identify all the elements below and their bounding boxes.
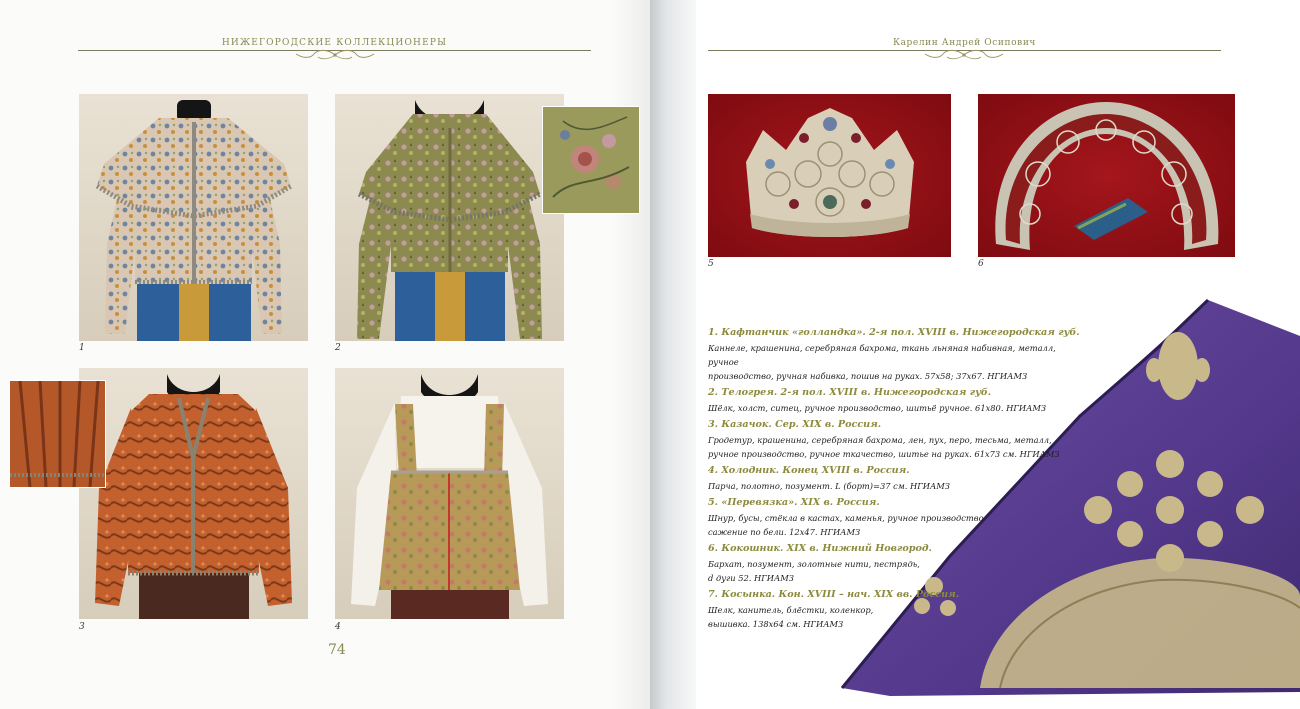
right-ornament-icon	[921, 48, 1007, 62]
figure-1-number: 1	[79, 343, 85, 353]
embroidery-detail-image	[543, 107, 639, 213]
figure-6-photo	[978, 94, 1235, 257]
kholodnik-image	[335, 368, 564, 619]
caption-2	[708, 387, 1088, 415]
figure-2-number: 2	[335, 343, 341, 353]
caption-2-line-1: Шёлк, холст, ситец, ручное производство, шитьё ручное. 61x80. НГИАМЗ	[708, 403, 1047, 413]
caption-3	[708, 419, 1088, 461]
caption-5-line-2: сажение по бели. 12x47. НГИАМЗ	[708, 527, 861, 537]
figure-4-number: 4	[335, 622, 341, 632]
kazachok-image	[79, 368, 308, 619]
caption-5-line-1: Шнур, бусы, стёкла в кастах, каменья, ручное производство	[708, 513, 984, 523]
crown-image	[708, 94, 951, 257]
caption-1	[708, 327, 1088, 383]
caption-3-line-1: Гродетур, крашенина, серебряная бахрома, лен, пух, перо, тесьма, металл,	[708, 435, 1052, 445]
caption-1-title: 1. Кафтанчик «голландка». 2-я пол. XVIII в. Нижегородская губ.	[708, 327, 1080, 338]
captions-block	[708, 327, 1088, 635]
page-number: 74	[328, 642, 346, 658]
caption-6	[708, 543, 1088, 585]
caption-7	[708, 589, 1088, 631]
left-running-head: НИЖЕГОРОДСКИЕ КОЛЛЕКЦИОНЕРЫ	[221, 38, 448, 48]
caption-6-line-1: Бархат, позумент, золотные нити, пестрядь,	[708, 559, 920, 569]
figure-6-number: 6	[978, 259, 984, 269]
left-ornament-icon	[292, 48, 378, 62]
caption-6-line-2: d дуги 52. НГИАМЗ	[708, 573, 794, 583]
caption-5	[708, 497, 1088, 539]
caption-4-line-1: Парча, полотно, позумент. L (борт)=37 см. НГИАМЗ	[708, 481, 950, 491]
caption-4-title: 4. Холодник. Конец XVIII в. Россия.	[708, 465, 910, 476]
kazachok-detail-inset	[9, 380, 106, 488]
kokoshnik-image	[978, 94, 1235, 257]
caption-2-title: 2. Телогрея. 2-я пол. XVIII в. Нижегородская губ.	[708, 387, 992, 398]
figure-5-photo	[708, 94, 951, 257]
caption-1-line-2: производство, ручная набивка, пошив на руках. 57x58; 37x67. НГИАМЗ	[708, 371, 1028, 381]
right-running-head: Карелин Андрей Осипович	[893, 38, 1036, 48]
figure-2-photo	[335, 94, 564, 341]
caption-1-line-1: Каннеле, крашенина, серебряная бахрома, ткань льняная набивная, металл, ручное	[708, 343, 1056, 367]
caption-5-title: 5. «Перевязка». XIX в. Россия.	[708, 497, 880, 508]
caption-7-title: 7. Косынка. Кон. XVIII – нач. XIX вв. Россия.	[708, 589, 960, 600]
caption-6-title: 6. Кокошник. XIX в. Нижний Новгород.	[708, 543, 932, 554]
figure-4-photo	[335, 368, 564, 619]
kaftan-gollandka-image	[79, 94, 308, 341]
figure-5-number: 5	[708, 259, 714, 269]
caption-4	[708, 465, 1088, 493]
telogreya-image	[335, 94, 564, 341]
caption-7-line-2: вышивка. 138x64 см. НГИАМЗ	[708, 619, 844, 629]
figure-3-photo	[79, 368, 308, 619]
caption-3-title: 3. Казачок. Сер. XIX в. Россия.	[708, 419, 882, 430]
figure-3-number: 3	[79, 622, 85, 632]
caption-7-line-1: Шелк, канитель, блёстки, коленкор,	[708, 605, 874, 615]
caption-3-line-2: ручное производство, ручное ткачество, шитье на руках. 61x73 см. НГИАМЗ	[708, 449, 1060, 459]
figure-1-photo	[79, 94, 308, 341]
telogreya-detail-inset	[542, 106, 640, 214]
book-spine	[650, 0, 696, 709]
kazachok-back-detail-image	[10, 381, 105, 487]
